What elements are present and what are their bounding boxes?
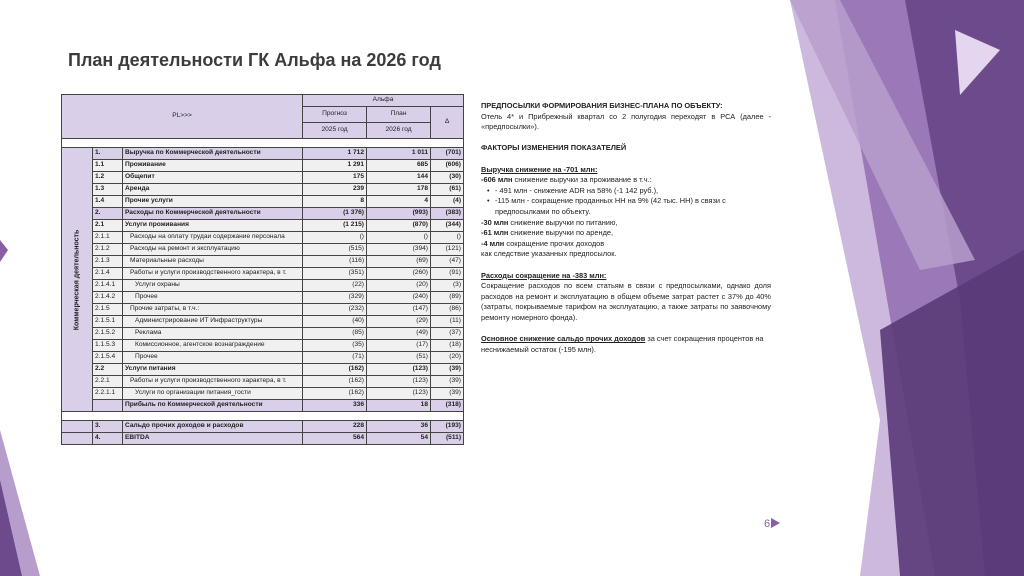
cell-forecast: (85) (303, 328, 367, 340)
cell-delta: (39) (431, 364, 464, 376)
cell-delta: (91) (431, 268, 464, 280)
slide-number: 6 (764, 518, 771, 530)
cell-name: EBITDA (123, 433, 303, 445)
cell-delta: (47) (431, 256, 464, 268)
cell-plan: 144 (367, 172, 431, 184)
table-row (62, 352, 464, 364)
cell-forecast: (1 215) (303, 220, 367, 232)
cell-name: Проживание (123, 160, 303, 172)
financial-table (61, 94, 464, 445)
factors-heading: ФАКТОРЫ ИЗМЕНЕНИЯ ПОКАЗАТЕЛЕЙ (481, 143, 627, 153)
table-row (62, 184, 464, 196)
cell-name: Услуги питания (123, 364, 303, 376)
cell-name: Прочее (123, 352, 303, 364)
cell-plan: (51) (367, 352, 431, 364)
table-row (62, 220, 464, 232)
cell-delta: (37) (431, 328, 464, 340)
revenue-line-2: -30 млн снижение выручки по питанию, (481, 217, 618, 227)
revenue-line-4: -4 млн сокращение прочих доходов (481, 238, 605, 248)
cell-delta: (11) (431, 316, 464, 328)
cell-plan: 4 (367, 196, 431, 208)
cell-name: Комиссионное, агентское вознаграждение (123, 340, 303, 352)
cell-plan: (394) (367, 244, 431, 256)
cell-delta: (121) (431, 244, 464, 256)
revenue-bullet-2: • -115 млн - сокращение проданных НН на 9% (42 тыс. НН) в связи с предпосылками по объекту. (481, 196, 771, 217)
group-label-cell: Альфа (303, 95, 464, 107)
cell-plan: (147) (367, 304, 431, 316)
cell-plan: () (367, 232, 431, 244)
cell-code: 2.2.1.1 (93, 388, 123, 400)
col-forecast-year: 2025 год (303, 123, 367, 139)
cell-name: Расходы по Коммерческой деятельности (123, 208, 303, 220)
cell-code: 2.1.1 (93, 232, 123, 244)
cell-forecast: 1 712 (303, 148, 367, 160)
table-row (62, 172, 464, 184)
cell-delta: (193) (431, 421, 464, 433)
cell-forecast: 336 (303, 400, 367, 412)
cell-forecast: 1 291 (303, 160, 367, 172)
cell-forecast: (22) (303, 280, 367, 292)
cell-plan: (123) (367, 388, 431, 400)
cell-plan: (240) (367, 292, 431, 304)
cell-forecast: (35) (303, 340, 367, 352)
pl-label-cell: PL>>> (62, 95, 303, 139)
cell-plan: 685 (367, 160, 431, 172)
table-row (62, 256, 464, 268)
table-row (62, 364, 464, 376)
cell-plan: (69) (367, 256, 431, 268)
cell-plan: 54 (367, 433, 431, 445)
cell-name: Работы и услуги производственного характера, в т. (123, 268, 303, 280)
cell-forecast: (1 376) (303, 208, 367, 220)
table-row (62, 400, 464, 412)
table-row (62, 148, 464, 160)
cell-plan: (123) (367, 376, 431, 388)
col-plan-header: План (367, 107, 431, 123)
cell-delta: (701) (431, 148, 464, 160)
cell-delta: (606) (431, 160, 464, 172)
table-row (62, 388, 464, 400)
cell-name: Сальдо прочих доходов и расходов (123, 421, 303, 433)
cell-plan: (123) (367, 364, 431, 376)
cell-name: Прочие услуги (123, 196, 303, 208)
cell-delta: (344) (431, 220, 464, 232)
premises-heading: ПРЕДПОСЫЛКИ ФОРМИРОВАНИЯ БИЗНЕС-ПЛАНА ПО ОБЪЕКТУ: (481, 101, 723, 110)
col-delta-header: Δ (431, 107, 464, 139)
cell-name: Услуги проживания (123, 220, 303, 232)
side-label-cell (62, 148, 93, 412)
cell-code: 3. (93, 421, 123, 433)
cell-forecast: (40) (303, 316, 367, 328)
cell-code: 1.4 (93, 196, 123, 208)
cell-code: 1.1.5.3 (93, 340, 123, 352)
table-row (62, 232, 464, 244)
cell-plan: 1 011 (367, 148, 431, 160)
cell-plan: 178 (367, 184, 431, 196)
premises-text: Отель 4* и Прибрежный квартал со 2 полугодия переходят в РСА (далее - «предпосылки»). (481, 111, 771, 132)
cell-plan: (993) (367, 208, 431, 220)
cell-code: 2. (93, 208, 123, 220)
cell-forecast: () (303, 232, 367, 244)
cell-forecast: (162) (303, 376, 367, 388)
cell-forecast: (329) (303, 292, 367, 304)
cell-code: 2.1.5.1 (93, 316, 123, 328)
cell-delta: (18) (431, 340, 464, 352)
cell-plan: (49) (367, 328, 431, 340)
cell-code: 2.1.4.1 (93, 280, 123, 292)
table-row (62, 268, 464, 280)
cell-name: Услуги по организации питания_гости (123, 388, 303, 400)
cell-plan: (29) (367, 316, 431, 328)
revenue-line-3: -61 млн снижение выручки по аренде, (481, 228, 614, 238)
cell-code: 2.2 (93, 364, 123, 376)
cell-code: 1.2 (93, 172, 123, 184)
table-row (62, 292, 464, 304)
cell-code: 2.1.3 (93, 256, 123, 268)
cell-forecast: 564 (303, 433, 367, 445)
cell-code: 2.1 (93, 220, 123, 232)
cell-delta: (511) (431, 433, 464, 445)
table-row (62, 421, 464, 433)
spacer-row (62, 139, 464, 148)
revenue-line-1: -606 млн снижение выручки за проживание в т.ч.: (481, 175, 652, 185)
cell-delta: (61) (431, 184, 464, 196)
table-row (62, 340, 464, 352)
cell-code: 2.1.5.2 (93, 328, 123, 340)
cell-plan: (260) (367, 268, 431, 280)
cell-delta: (39) (431, 388, 464, 400)
cell-forecast: (232) (303, 304, 367, 316)
cell-code: 1. (93, 148, 123, 160)
table-row (62, 196, 464, 208)
cell-name: Аренда (123, 184, 303, 196)
side-label: Коммерческая деятельность (73, 229, 81, 330)
cell-forecast: (71) (303, 352, 367, 364)
cell-name: Выручка по Коммерческой деятельности (123, 148, 303, 160)
cell-code: 4. (93, 433, 123, 445)
cell-name: Работы и услуги производственного характера, в т. (123, 376, 303, 388)
cell-code: 1.1 (93, 160, 123, 172)
cell-code: 2.1.5 (93, 304, 123, 316)
table-row (62, 328, 464, 340)
cell-forecast: (351) (303, 268, 367, 280)
cell-name: Реклама (123, 328, 303, 340)
cell-name: Администрирование ИТ Инфраструктуры (123, 316, 303, 328)
col-plan-year: 2026 год (367, 123, 431, 139)
cell-name: Расходы на оплату трудаи содержание персонала (123, 232, 303, 244)
revenue-line-5: как следствие указанных предпосылок. (481, 249, 617, 259)
table-row (62, 208, 464, 220)
cell-forecast: 239 (303, 184, 367, 196)
cell-delta: (4) (431, 196, 464, 208)
cell-forecast: (515) (303, 244, 367, 256)
cell-forecast: (162) (303, 364, 367, 376)
cell-delta: (39) (431, 376, 464, 388)
cell-forecast: 228 (303, 421, 367, 433)
cell-name: Услуги охраны (123, 280, 303, 292)
deco-triangle-marker (771, 518, 780, 528)
cell-delta: (86) (431, 304, 464, 316)
cell-delta: (89) (431, 292, 464, 304)
cell-plan: 18 (367, 400, 431, 412)
cell-name: Общепит (123, 172, 303, 184)
cell-blank (62, 421, 93, 433)
cell-name: Прочие затраты, в т.ч.: (123, 304, 303, 316)
cell-delta: (383) (431, 208, 464, 220)
cell-delta: (30) (431, 172, 464, 184)
cell-delta: (20) (431, 352, 464, 364)
cell-plan: (17) (367, 340, 431, 352)
cell-delta: (318) (431, 400, 464, 412)
cell-code: 1.3 (93, 184, 123, 196)
cell-blank (62, 433, 93, 445)
cell-code: 2.1.4.2 (93, 292, 123, 304)
cell-forecast: (116) (303, 256, 367, 268)
table-row (62, 304, 464, 316)
cell-delta: (3) (431, 280, 464, 292)
cell-forecast: 175 (303, 172, 367, 184)
cell-delta: () (431, 232, 464, 244)
cell-name: Прочее (123, 292, 303, 304)
table-row (62, 316, 464, 328)
costs-heading: Расходы сокращение на -383 млн: (481, 270, 607, 280)
table-row (62, 433, 464, 445)
table-row (62, 376, 464, 388)
cell-code: 2.1.4 (93, 268, 123, 280)
table-row (62, 280, 464, 292)
cell-plan: (20) (367, 280, 431, 292)
table-row (62, 244, 464, 256)
deco-left-small (0, 240, 8, 262)
cell-plan: (870) (367, 220, 431, 232)
table-row (62, 160, 464, 172)
cell-name: Материальные расходы (123, 256, 303, 268)
spacer-row (62, 412, 464, 421)
col-forecast-header: Прогноз (303, 107, 367, 123)
page-title: План деятельности ГК Альфа на 2026 год (68, 50, 441, 70)
cell-forecast: (162) (303, 388, 367, 400)
cell-name: Расходы на ремонт и эксплуатацию (123, 244, 303, 256)
notes-panel (481, 101, 771, 355)
cell-code (93, 400, 123, 412)
costs-text: Сокращение расходов по всем статьям в связи с предпосылками, однако доля расходов на ремонт и эксплуатацию в общем объеме затрат растет с 37% до 40% (затраты, покрываемые тарифом на эксплуатацию, а также затраты по заявочному ремонту номерного фонда). (481, 281, 771, 322)
revenue-heading: Выручка снижение на -701 млн: (481, 164, 598, 174)
cell-forecast: 8 (303, 196, 367, 208)
revenue-bullet-1: • - 491 млн - снижение ADR на 58% (-1 142 руб.), (481, 186, 771, 197)
cell-plan: 36 (367, 421, 431, 433)
cell-code: 2.1.5.4 (93, 352, 123, 364)
saldo-text: Основное снижение сальдо прочих доходов за счет сокращения процентов на неснижаемый остаток (-195 млн). (481, 334, 764, 354)
cell-name: Прибыль по Коммерческой деятельности (123, 400, 303, 412)
cell-code: 2.2.1 (93, 376, 123, 388)
cell-code: 2.1.2 (93, 244, 123, 256)
